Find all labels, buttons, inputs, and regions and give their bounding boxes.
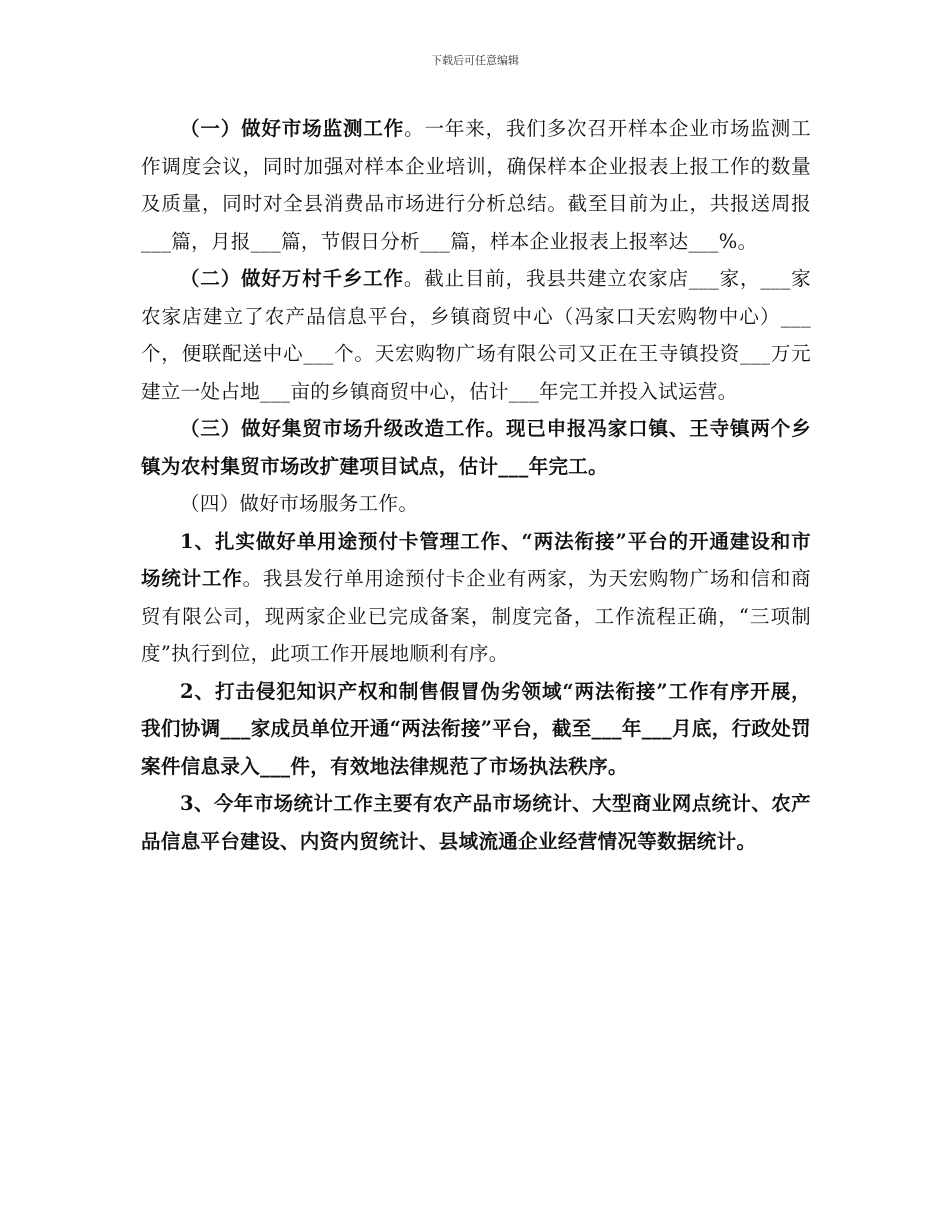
paragraph-item-2 — [141, 673, 811, 786]
paragraph-heading: 3、今年市场统计工作主要有农产品市场统计、大型商业网点统计、农产品信息平台建设、内资内贸统计、县域流通企业经营情况等数据统计。 — [141, 792, 811, 853]
paragraph-market-service — [141, 485, 811, 523]
document-body — [141, 110, 811, 860]
paragraph-item-1 — [141, 523, 811, 673]
page-header: 下载后可任意编辑 — [431, 54, 519, 67]
paragraph-heading: （二）做好万村千乡工作 — [180, 267, 404, 290]
paragraph-text: 。一年来，我们多次召开样本企业市场监测工作调度会议，同时加强对样本企业培训，确保样本企业报表上报工作的数量及质量，同时对全县消费品市场进行分析总结。截至目前为止，共报送周报___篇，月报___篇，节假日分析___篇，样本企业报表上报率达___%。 — [141, 117, 811, 253]
paragraph-heading: （三）做好集贸市场升级改造工作。现已申报冯家口镇、王寺镇两个乡镇为农村集贸市场改扩建项目试点，估计___年完工。 — [141, 417, 811, 478]
paragraph-heading: 2、打击侵犯知识产权和制售假冒伪劣领域“两法衔接”工作有序开展，我们协调___家成员单位开通“两法衔接”平台，截至___年___月底，行政处罚案件信息录入___件，有效地法律规范了市场执法秩序。 — [141, 679, 811, 778]
paragraph-market-upgrade — [141, 410, 811, 485]
paragraph-item-3 — [141, 785, 811, 860]
paragraph-market-monitoring — [141, 110, 811, 260]
paragraph-heading: 1、扎实做好单用途预付卡管理工作、“两法衔接”平台的开通建设和市场统计工作 — [141, 529, 811, 590]
paragraph-text: （四）做好市场服务工作。 — [180, 492, 419, 515]
paragraph-village-project — [141, 260, 811, 410]
paragraph-text: 。截止目前，我县共建立农家店___家，___家农家店建立了农产品信息平台，乡镇商贸中心（冯家口天宏购物中心）___个，便联配送中心___个。天宏购物广场有限公司又正在王寺镇投资___万元建立一处占地___亩的乡镇商贸中心，估计___年完工并投入试运营。 — [141, 267, 811, 403]
paragraph-text: 。我县发行单用途预付卡企业有两家，为天宏购物广场和信和商贸有限公司，现两家企业已完成备案，制度完备，工作流程正确，“三项制度”执行到位，此项工作开展地顺利有序。 — [141, 567, 811, 665]
paragraph-heading: （一）做好市场监测工作 — [180, 117, 405, 140]
